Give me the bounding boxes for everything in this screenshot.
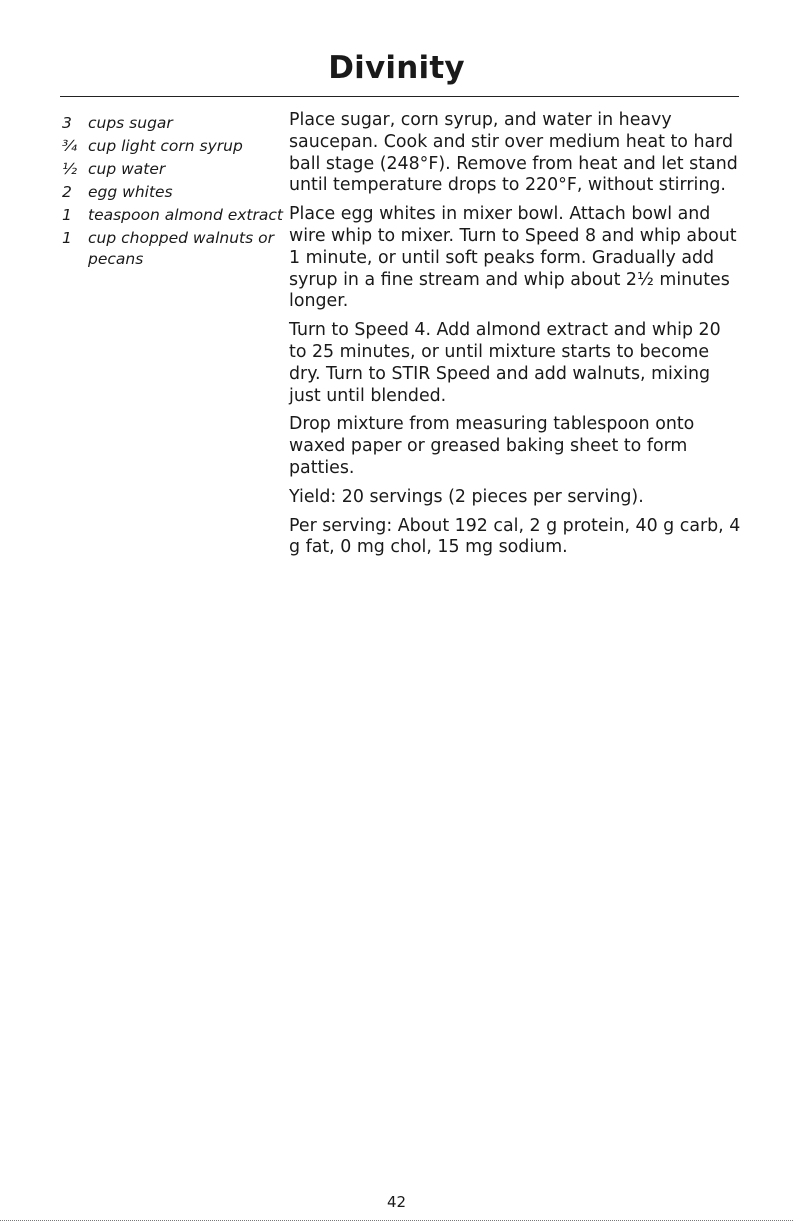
direction-paragraph: Drop mixture from measuring tablespoon onto waxed paper or greased baking sheet to form patties. bbox=[289, 414, 695, 478]
ingredient-item bbox=[60, 159, 285, 180]
recipe-directions bbox=[289, 110, 741, 566]
ingredient-name: cup light corn syrup bbox=[88, 137, 243, 155]
ingredient-item bbox=[60, 228, 285, 270]
ingredient-name: cup chopped walnuts or pecans bbox=[88, 229, 274, 268]
direction-paragraph: Place egg whites in mixer bowl. Attach bowl and wire whip to mixer. Turn to Speed 8 and whip about 1 minute, or until soft peaks form. Gradually add syrup in a fine stream and whip about 2½ minutes longer. bbox=[289, 204, 737, 312]
yield-text: Yield: 20 servings (2 pieces per serving). bbox=[289, 486, 644, 507]
title-divider bbox=[60, 96, 739, 97]
ingredient-quantity: 3 bbox=[62, 114, 72, 132]
page-number: 42 bbox=[386, 1193, 407, 1211]
ingredient-item bbox=[60, 136, 285, 157]
ingredient-name: egg whites bbox=[88, 183, 173, 201]
nutrition-text: Per serving: About 192 cal, 2 g protein, 40 g carb, 4 g fat, 0 mg chol, 15 mg sodium. bbox=[289, 515, 741, 558]
ingredient-quantity: 2 bbox=[62, 183, 72, 201]
ingredient-quantity: ¾ bbox=[62, 137, 78, 155]
ingredient-name: cup water bbox=[88, 160, 166, 178]
ingredient-item bbox=[60, 113, 285, 134]
ingredient-quantity: 1 bbox=[62, 229, 72, 247]
ingredient-quantity: ½ bbox=[62, 160, 78, 178]
ingredient-quantity: 1 bbox=[62, 206, 72, 224]
ingredient-item bbox=[60, 182, 285, 203]
page-bottom-edge bbox=[0, 1220, 793, 1221]
ingredient-name: teaspoon almond extract bbox=[88, 206, 283, 224]
page-title: Divinity bbox=[328, 50, 465, 86]
ingredient-item bbox=[60, 205, 285, 226]
direction-paragraph: Turn to Speed 4. Add almond extract and whip 20 to 25 minutes, or until mixture starts to become dry. Turn to STIR Speed and add walnuts, mixing just until blended. bbox=[289, 320, 721, 406]
ingredient-list bbox=[60, 113, 285, 272]
direction-paragraph: Place sugar, corn syrup, and water in heavy saucepan. Cook and stir over medium heat to hard ball stage (248°F). Remove from heat and let stand until temperature drops to 220°F, without stirring. bbox=[289, 110, 738, 196]
ingredient-name: cups sugar bbox=[88, 114, 173, 132]
